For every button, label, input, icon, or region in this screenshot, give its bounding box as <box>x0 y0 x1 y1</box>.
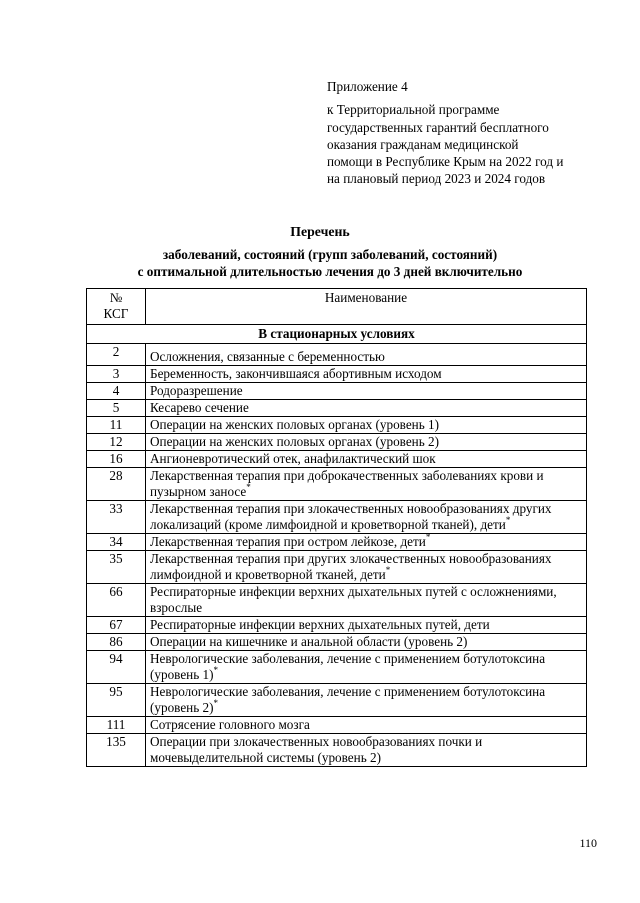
table-row <box>87 417 587 434</box>
ksg-name-cell <box>146 434 587 451</box>
footnote-asterisk: * <box>425 532 431 542</box>
ksg-name-text: Лекарственная терапия при других злокачественных новообразованиях лимфоидной и кроветворной тканей, дети <box>150 551 552 582</box>
table-row <box>87 434 587 451</box>
ksg-name-text: Операции при злокачественных новообразованиях почки и мочевыделительной системы (уровень 2) <box>150 734 483 765</box>
ksg-number-cell: 12 <box>87 434 146 451</box>
ksg-number-cell: 86 <box>87 634 146 651</box>
ksg-name-cell <box>146 617 587 634</box>
table-row <box>87 634 587 651</box>
ksg-name-text: Лекарственная терапия при остром лейкозе, дети <box>150 534 426 549</box>
ksg-number-cell: 5 <box>87 400 146 417</box>
ksg-name-text: Респираторные инфекции верхних дыхательных путей, дети <box>150 617 490 632</box>
ksg-name-cell <box>146 400 587 417</box>
footnote-asterisk: * <box>213 698 219 708</box>
ksg-number-cell: 94 <box>87 651 146 684</box>
ksg-name-text: Операции на кишечнике и анальной области (уровень 2) <box>150 634 468 649</box>
ksg-name-text: Операции на женских половых органах (уровень 1) <box>150 417 440 432</box>
table-row <box>87 734 587 767</box>
document-subtitle <box>100 246 560 280</box>
ksg-name-text: Осложнения, связанные с беременностью <box>150 349 385 364</box>
section-title: В стационарных условиях <box>87 325 587 344</box>
header-num-label: КСГ <box>103 306 129 321</box>
ksg-number-cell: 2 <box>87 344 146 366</box>
ksg-number-cell: 28 <box>87 468 146 501</box>
ksg-name-text: Беременность, закончившаяся абортивным исходом <box>150 366 442 381</box>
ksg-number-cell: 4 <box>87 383 146 400</box>
footnote-asterisk: * <box>505 515 511 525</box>
ksg-number-cell: 33 <box>87 501 146 534</box>
ksg-number-cell: 95 <box>87 684 146 717</box>
table-body <box>87 325 587 767</box>
ksg-name-text: Неврологические заболевания, лечение с применением ботулотоксина (уровень 1) <box>150 651 546 682</box>
table-row <box>87 684 587 717</box>
ksg-name-cell <box>146 468 587 501</box>
ksg-name-cell <box>146 383 587 400</box>
ksg-name-cell <box>146 451 587 468</box>
header-num-symbol: № <box>109 290 123 305</box>
table-row <box>87 383 587 400</box>
footnote-asterisk: * <box>213 665 219 675</box>
table-row <box>87 468 587 501</box>
table-row <box>87 717 587 734</box>
ksg-name-text: Операции на женских половых органах (уровень 2) <box>150 434 440 449</box>
ksg-name-text: Родоразрешение <box>150 383 243 398</box>
ksg-name-cell <box>146 344 587 366</box>
ksg-number-cell: 67 <box>87 617 146 634</box>
appendix-line: государственных гарантий бесплатного <box>327 119 549 135</box>
ksg-name-text: Кесарево сечение <box>150 400 249 415</box>
appendix-line: к Территориальной программе <box>327 102 500 118</box>
table-row <box>87 344 587 366</box>
table-row <box>87 584 587 617</box>
ksg-name-cell <box>146 684 587 717</box>
ksg-number-cell: 135 <box>87 734 146 767</box>
subtitle-line: с оптимальной длительностью лечения до 3 дней включительно <box>137 264 523 279</box>
appendix-line: на плановый период 2023 и 2024 годов <box>327 171 546 187</box>
ksg-name-cell <box>146 551 587 584</box>
ksg-number-cell: 16 <box>87 451 146 468</box>
ksg-name-text: Респираторные инфекции верхних дыхательных путей с осложнениями, взрослые <box>150 584 557 615</box>
page-number: 110 <box>579 836 597 850</box>
ksg-name-text: Лекарственная терапия при доброкачественных заболеваниях крови и пузырном заносе <box>150 468 544 499</box>
table-header-row <box>87 289 587 325</box>
table-row <box>87 651 587 684</box>
ksg-name-cell <box>146 717 587 734</box>
section-row <box>87 325 587 344</box>
ksg-name-text: Лекарственная терапия при злокачественных новообразованиях других локализаций (кроме лимфоидной и кроветворной тканей), дети <box>150 501 552 532</box>
ksg-number-cell: 34 <box>87 534 146 551</box>
ksg-name-cell <box>146 734 587 767</box>
ksg-name-cell <box>146 584 587 617</box>
ksg-name-text: Сотрясение головного мозга <box>150 717 310 732</box>
appendix-title: Приложение 4 <box>327 79 408 94</box>
ksg-name-cell <box>146 651 587 684</box>
ksg-name-text: Неврологические заболевания, лечение с применением ботулотоксина (уровень 2) <box>150 684 546 715</box>
appendix-line: помощи в Республике Крым на 2022 год и <box>327 154 564 170</box>
table-row <box>87 366 587 383</box>
ksg-number-cell: 11 <box>87 417 146 434</box>
table-row <box>87 551 587 584</box>
table-row <box>87 617 587 634</box>
ksg-name-cell <box>146 634 587 651</box>
ksg-name-text: Ангионевротический отек, анафилактический шок <box>150 451 436 466</box>
footnote-asterisk: * <box>246 482 251 492</box>
ksg-name-cell <box>146 534 587 551</box>
footnote-asterisk: * <box>385 565 391 575</box>
ksg-name-cell <box>146 366 587 383</box>
table-row <box>87 400 587 417</box>
subtitle-line: заболеваний, состояний (групп заболеваний, состояний) <box>162 247 498 262</box>
ksg-table <box>86 288 587 767</box>
ksg-number-cell: 111 <box>87 717 146 734</box>
table-row <box>87 534 587 551</box>
ksg-number-cell: 3 <box>87 366 146 383</box>
header-name: Наименование <box>146 289 587 325</box>
header-ksg-number <box>87 289 146 325</box>
appendix-line: оказания гражданам медицинской <box>327 136 519 152</box>
appendix-block <box>327 78 627 188</box>
table-row <box>87 501 587 534</box>
ksg-number-cell: 66 <box>87 584 146 617</box>
ksg-name-cell <box>146 417 587 434</box>
ksg-number-cell: 35 <box>87 551 146 584</box>
document-title: Перечень <box>290 224 350 239</box>
ksg-name-cell <box>146 501 587 534</box>
table-row <box>87 451 587 468</box>
